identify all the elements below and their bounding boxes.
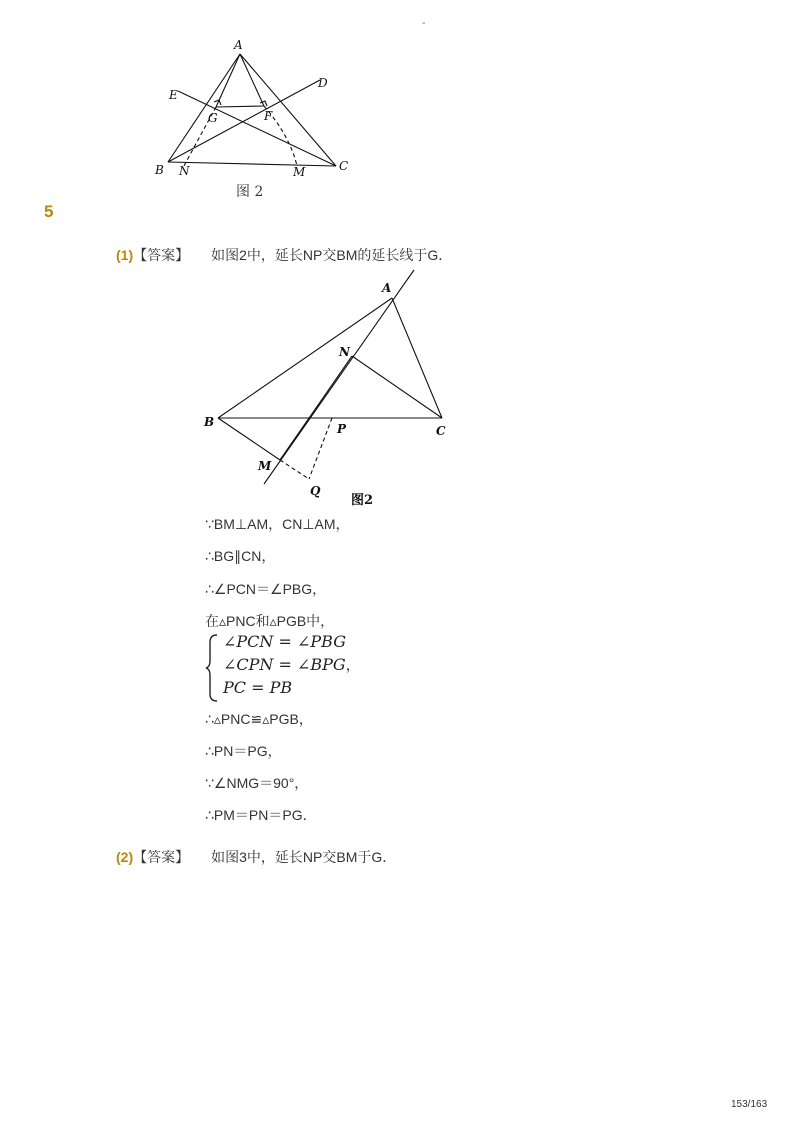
answer-1-text: 如图2中，延长NP交BM的延长线于G．: [211, 247, 453, 263]
fig1-label-G: G: [208, 111, 218, 125]
answer-2-number: (2): [116, 849, 134, 865]
left-brace-icon: [205, 634, 219, 702]
fig2-label-N: N: [339, 345, 350, 359]
fig1-label-F: F: [264, 109, 273, 123]
answer-2-tag: 【答案】: [133, 849, 190, 865]
question-number: 5: [44, 202, 54, 221]
proof-line-4: 在▵PNC和▵PGB中，: [205, 613, 335, 629]
page-number: 153/163: [731, 1099, 768, 1110]
fig1-label-E: E: [169, 88, 178, 102]
figure-1-caption: 图 2: [236, 184, 264, 200]
equation-2: ∠CPN = ∠BPG: [223, 655, 346, 674]
fig1-label-M: M: [293, 165, 306, 179]
answer-1-row: [116, 245, 452, 265]
fig1-label-D: D: [318, 76, 328, 90]
fig2-label-A: A: [382, 281, 392, 295]
proof-line-3: ∴∠PCN＝∠PBG，: [205, 581, 327, 597]
proof-line-2: ∴BG∥CN，: [205, 548, 276, 564]
answer-2-text: 如图3中，延长NP交BM于G．: [211, 849, 397, 865]
proof-line-1: ∵BM⊥AM，CN⊥AM，: [205, 516, 350, 532]
conclusion-line-1: ∴▵PNC≌▵PGB，: [205, 711, 313, 727]
conclusion-line-2: ∴PN＝PG，: [205, 743, 282, 759]
fig2-label-M: M: [258, 459, 272, 473]
answer-1-number: (1): [116, 247, 134, 263]
figure-2-diagram: [196, 268, 462, 512]
equation-2-row: [223, 655, 360, 675]
figure-1-diagram: [150, 36, 360, 202]
conclusion-line-4: ∴PM＝PN＝PG．: [205, 807, 317, 823]
header-mark: -: [422, 18, 426, 29]
equation-1: ∠PCN = ∠PBG: [223, 632, 346, 651]
answer-2-row: [116, 847, 396, 867]
fig2-label-C: C: [436, 424, 446, 438]
answer-1-tag: 【答案】: [133, 247, 190, 263]
equation-system: [205, 632, 425, 702]
fig1-label-B: B: [155, 163, 164, 177]
fig1-label-C: C: [339, 159, 349, 173]
figure-2-caption: 图2: [351, 493, 374, 508]
fig1-label-A: A: [234, 38, 243, 52]
fig2-label-B: B: [204, 415, 215, 429]
fig2-label-Q: Q: [310, 484, 321, 498]
conclusion-line-3: ∵∠NMG＝90°，: [205, 775, 309, 791]
equation-2-suffix: ，: [345, 657, 360, 673]
fig1-label-N: N: [179, 164, 190, 178]
equation-3: PC = PB: [223, 678, 293, 697]
fig2-label-P: P: [337, 422, 347, 436]
